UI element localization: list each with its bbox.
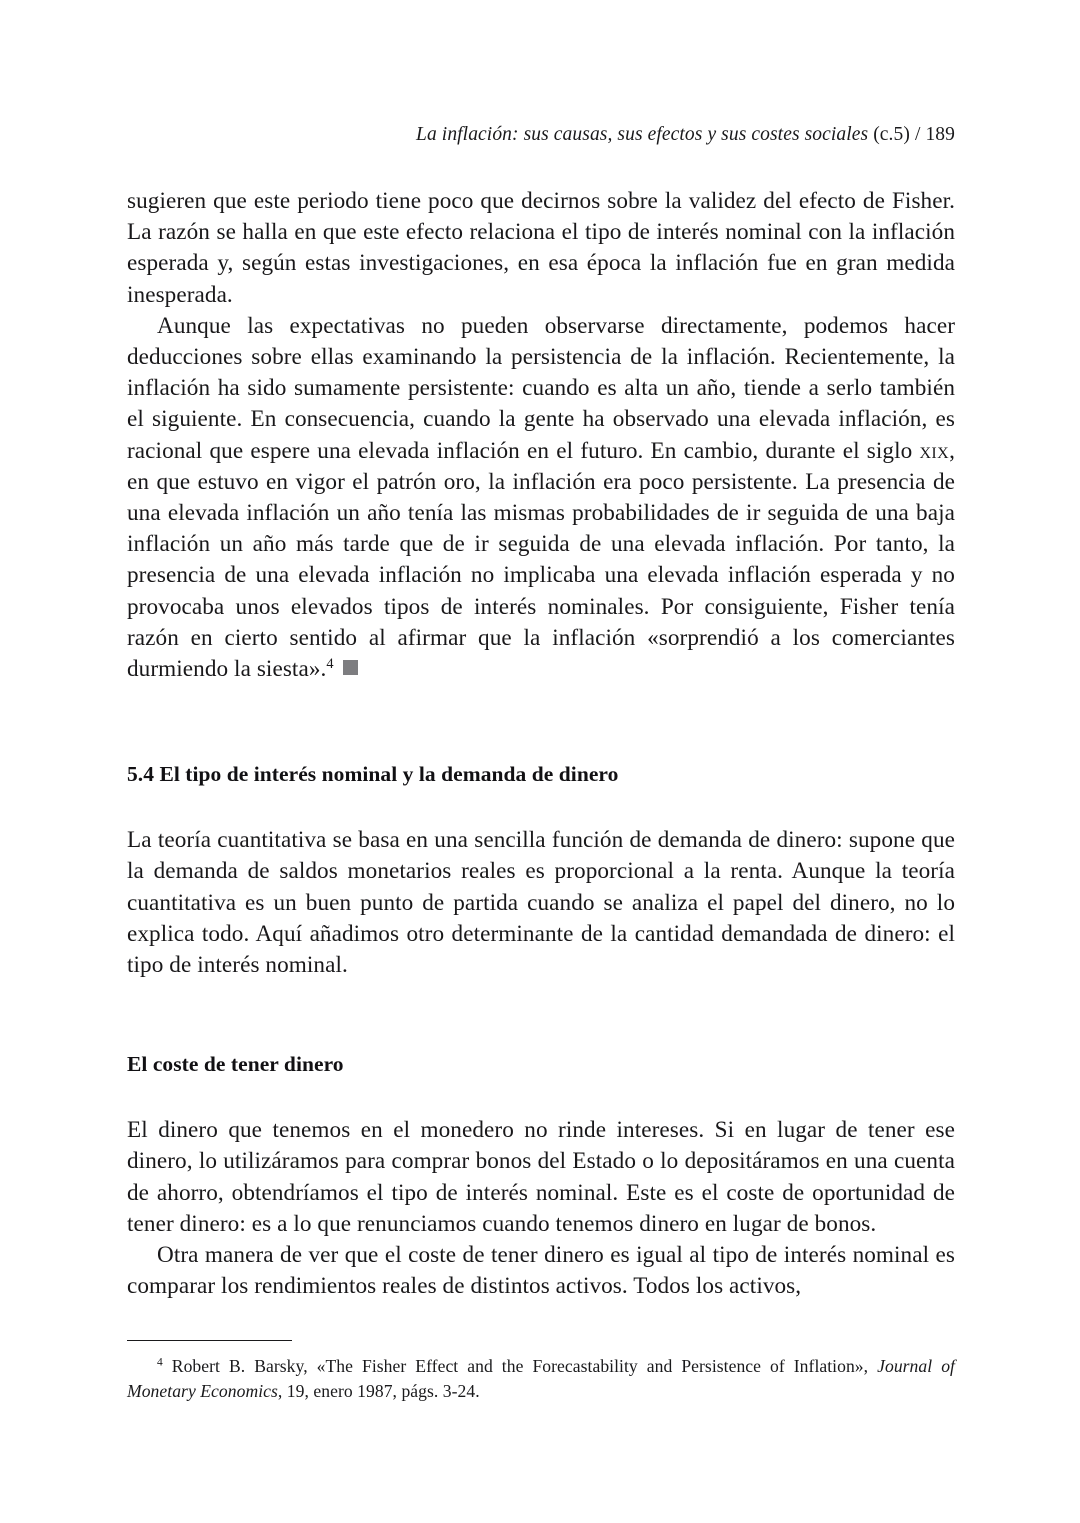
subsection-paragraph-1-text: El dinero que tenemos en el monedero no rinde intereses. Si en lugar de tener ese dinero, lo utilizáramos para comprar bonos del Estado o lo depositáramos en una cuenta de ahorro, obtendríamos el tipo de interés nominal. Este es el coste de oportunidad de tener dinero: es a lo que renunciamos cuando tenemos dinero en lugar de bonos.: [127, 1117, 955, 1237]
running-head-title: La inflación: sus causas, sus efectos y sus costes sociales: [416, 124, 869, 145]
paragraph-expectations: [127, 311, 955, 685]
subsection-paragraph-2: [127, 1240, 955, 1302]
footnote-reference-marker[interactable]: 4: [326, 656, 334, 673]
footnote-journal-title: Journal of Monetary Economics: [127, 1356, 955, 1401]
spacer-before-section-heading: [127, 685, 955, 761]
paragraph-2-text-a: Aunque las expectativas no pueden observarse directamente, podemos hacer deducciones sobre ellas examinando la persistencia de la inflación. Recientemente, la inflación ha sido sumamente persistente: cuando es alta un año, tiende a serlo también el siguiente. En consecuencia, cuando la gente ha observado una elevada inflación, es racional que espere una elevada inflación en el futuro. En cambio, durante el siglo: [127, 312, 955, 464]
subsection-paragraph-1: [127, 1115, 955, 1240]
spacer-after-subsection-heading: [127, 1079, 955, 1115]
footnote-area: [127, 1340, 955, 1404]
spacer-after-section-heading: [127, 789, 955, 825]
section-paragraph-text: La teoría cuantitativa se basa en una sencilla función de demanda de dinero: supone que la demanda de saldos monetarios reales es proporcional a la renta. Aunque la teoría cuantitativa es un buen punto de partida cuando se analiza el papel del dinero, no lo explica todo. Aquí añadimos otro determinante de la cantidad demandada de dinero: el tipo de interés nominal.: [127, 827, 955, 978]
end-of-section-square-icon: [343, 660, 358, 675]
spacer-before-subsection-heading: [127, 981, 955, 1051]
running-head: [127, 123, 955, 147]
footnote-separator-rule: [127, 1340, 292, 1341]
subsection-heading-coste-de-tener-dinero: El coste de tener dinero: [127, 1052, 344, 1077]
paragraph-1-text: sugieren que este periodo tiene poco que decirnos sobre la validez del efecto de Fisher. La razón se halla en que este efecto relaciona el tipo de interés nominal con la inflación esperada y, según estas investigaciones, en esa época la inflación fue en gran medida inesperada.: [127, 188, 955, 308]
century-smallcaps: xix: [919, 437, 950, 464]
paragraph-2-text-b: , en que estuvo en vigor el patrón oro, la inflación era poco persistente. La presencia de una elevada inflación un año tenía las mismas probabilidades de ir seguida de una baja inflación un año más tarde que de ir seguida de una elevada inflación. Por tanto, la presencia de una elevada inflación no implicaba una elevada inflación esperada y no provocaba unos elevados tipos de interés nominales. Por consiguiente, Fisher tenía razón en cierto sentido al afirmar que la inflación «sorprendió a los comerciantes durmiendo la siesta».: [127, 437, 955, 683]
footnote-text-before-journal: Robert B. Barsky, «The Fisher Effect and the Forecastability and Persistence of Inflation»,: [162, 1356, 878, 1376]
running-head-page-ref: (c.5) / 189: [868, 124, 955, 145]
section-paragraph: [127, 825, 955, 981]
subsection-paragraph-2-text: Otra manera de ver que el coste de tener dinero es igual al tipo de interés nominal es comparar los rendimientos reales de distintos activos. Todos los activos,: [127, 1241, 955, 1300]
main-text-column: [127, 186, 955, 1302]
paragraph-continuation: [127, 186, 955, 311]
footnote-number: 4: [157, 1356, 163, 1369]
footnote-entry: [127, 1354, 955, 1404]
footnote-text-after-journal: , 19, enero 1987, págs. 3-24.: [277, 1381, 480, 1401]
section-heading-5-4: 5.4 El tipo de interés nominal y la demanda de dinero: [127, 762, 619, 787]
